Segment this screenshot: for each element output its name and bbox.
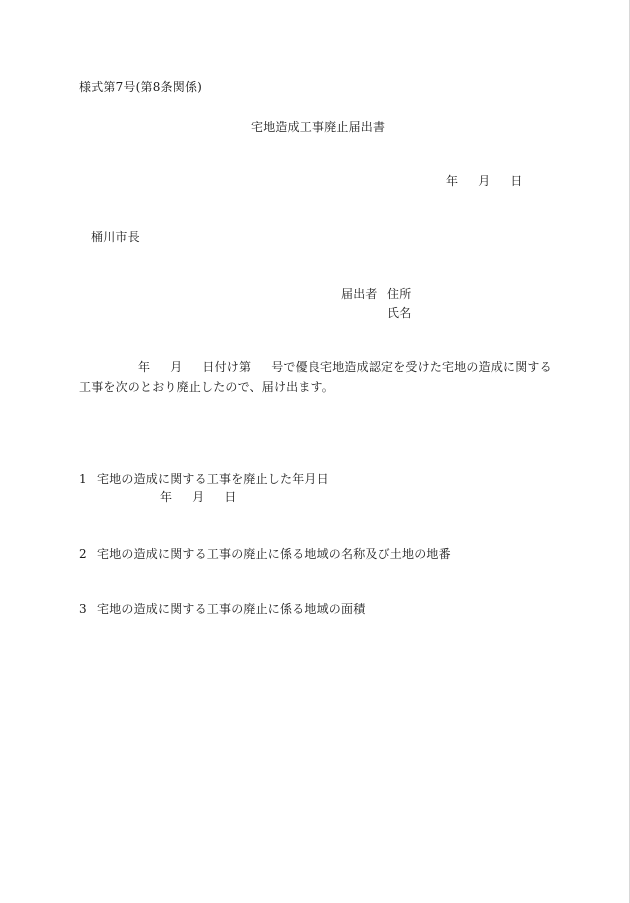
item-2-label: 宅地の造成に関する工事の廃止に係る地域の名称及び土地の地番 [97,547,451,561]
submission-date-month: 月 [478,174,491,188]
item-1-date-year: 年 [160,490,173,504]
submission-date-day: 日 [510,174,523,188]
body-text-line-2: 工事を次のとおり廃止したので、届け出ます。 [79,380,335,394]
address-label: 住所 [387,287,412,301]
item-3-title [79,603,365,615]
item-1-date-month: 月 [192,490,205,504]
body-month: 月 [170,360,183,374]
submission-date [446,175,523,187]
body-day-number-prefix: 日付け第 [202,360,252,374]
name-label: 氏名 [387,306,412,320]
item-1-date [160,491,237,503]
item-1-label: 宅地の造成に関する工事を廃止した年月日 [97,472,329,486]
item-2-title [79,548,451,560]
notifier-label: 届出者 [341,287,378,301]
item-3-label: 宅地の造成に関する工事の廃止に係る地域の面積 [97,602,366,616]
form-number: 様式第7号(第8条関係) [79,80,203,94]
item-2-number: 2 [79,547,87,561]
document-title: 宅地造成工事廃止届出書 [251,120,386,134]
body-text-line-1 [138,361,552,373]
submission-date-year: 年 [446,174,459,188]
item-1-date-day: 日 [224,490,237,504]
body-year: 年 [138,360,151,374]
body-line-1-rest: 号で優良宅地造成認定を受けた宅地の造成に関する [271,360,552,374]
item-3-number: 3 [79,602,87,616]
item-1-title [79,473,329,485]
addressee: 桶川市長 [91,230,140,244]
item-1-number: 1 [79,472,87,486]
